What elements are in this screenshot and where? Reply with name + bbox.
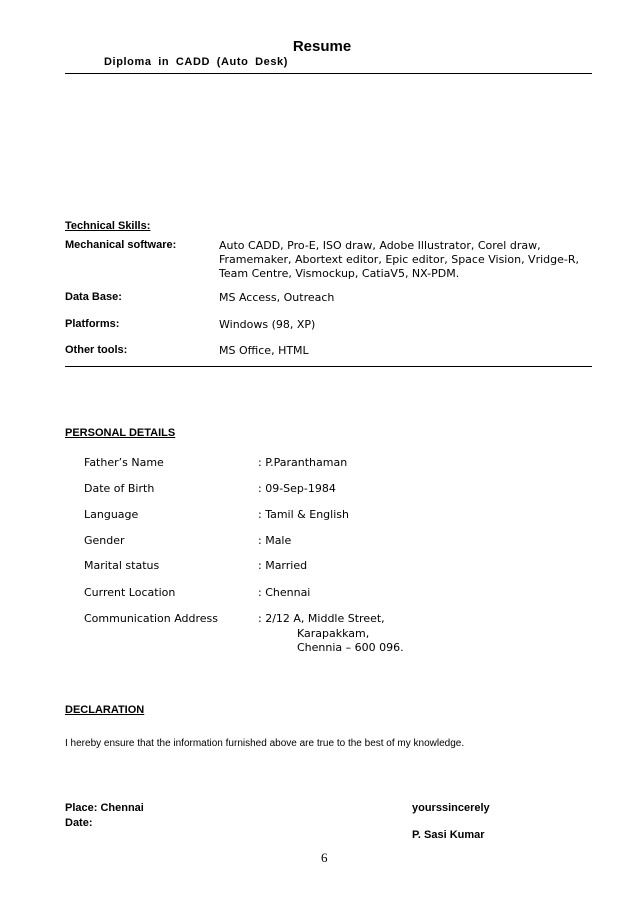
date-of-birth-label: Date of Birth [84,482,155,495]
current-location-value: : Chennai [258,586,311,599]
language-label: Language [84,508,139,521]
date-of-birth-value: : 09-Sep-1984 [258,482,336,495]
fathers-name-value: : P.Paranthaman [258,456,348,469]
page-number: 6 [321,850,328,865]
signatory-name: P. Sasi Kumar [412,829,485,841]
gender-label: Gender [84,534,125,547]
closing-line: yourssincerely [412,802,490,814]
other-tools-value: MS Office, HTML [219,344,309,357]
database-label: Data Base: [65,291,122,303]
communication-address-line-3: Chennia – 600 096. [297,641,404,654]
personal-details-heading: PERSONAL DETAILS [65,427,176,439]
date-line: Date: [65,817,93,829]
communication-address-line-1: : 2/12 A, Middle Street, [258,612,385,625]
resume-title: Resume [292,38,352,55]
platforms-value: Windows (98, XP) [219,318,316,331]
communication-address-line-2: Karapakkam, [297,627,370,640]
declaration-text: I hereby ensure that the information furnished above are true to the best of my knowledge. [65,738,465,749]
mechanical-software-label: Mechanical software: [65,239,177,251]
gender-value: : Male [258,534,292,547]
mechanical-software-line-1: Auto CADD, Pro-E, ISO draw, Adobe Illustrator, Corel draw, [219,239,541,252]
marital-status-label: Marital status [84,559,160,572]
communication-address-label: Communication Address [84,612,219,625]
fathers-name-label: Father’s Name [84,456,164,469]
other-tools-label: Other tools: [65,344,128,356]
database-value: MS Access, Outreach [219,291,335,304]
declaration-heading: DECLARATION [65,704,145,716]
place-line: Place: Chennai [65,802,144,814]
skills-divider [65,366,592,367]
mechanical-software-line-2: Framemaker, Abortext editor, Epic editor, Space Vision, Vridge-R, [219,253,580,266]
current-location-label: Current Location [84,586,176,599]
resume-subtitle: Diploma in CADD (Auto Desk) [104,56,289,68]
technical-skills-heading: Technical Skills: [65,220,151,232]
marital-status-value: : Married [258,559,308,572]
header-divider [65,73,592,74]
mechanical-software-line-3: Team Centre, Vismockup, CatiaV5, NX-PDM. [219,267,460,280]
language-value: : Tamil & English [258,508,349,521]
platforms-label: Platforms: [65,318,120,330]
